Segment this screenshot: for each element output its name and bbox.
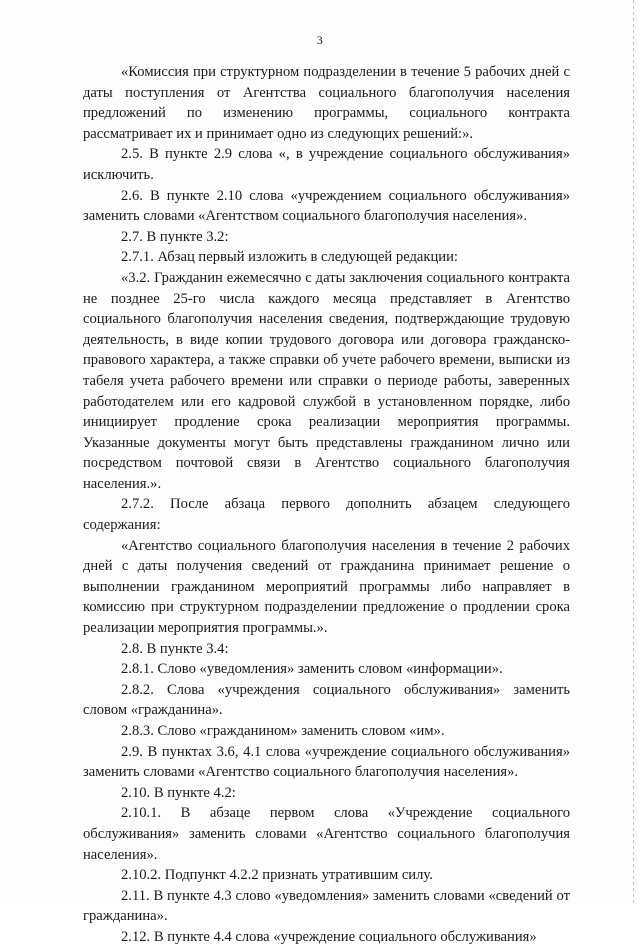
paragraph: 2.8.3. Слово «гражданином» заменить словом «им». [121, 723, 445, 739]
scan-edge [633, 0, 634, 905]
paragraph: 2.10. В пункте 4.2: [121, 784, 236, 801]
paragraph: 2.10.1. В абзаце первом слова «Учреждение социального обслуживания» заменить словами «Агентство социального благополучия населения». [83, 805, 570, 863]
paragraph: «Комиссия при структурном подразделении в течение 5 рабочих дней с даты поступления от Агентства социального благополучия населения предложений по изменению программы, социального контракта рассматривает их и принимает одно из следующих решений:». [83, 64, 570, 142]
document-body [83, 62, 570, 948]
paragraph: 2.5. В пункте 2.9 слова «, в учреждение социального обслуживания» исключить. [83, 146, 570, 183]
paragraph: 2.8.2. Слова «учреждения социального обслуживания» заменить словом «гражданина». [83, 681, 570, 719]
paragraph: 2.8. В пункте 3.4: [121, 640, 229, 657]
paragraph: 2.7.1. Абзац первый изложить в следующей редакции: [121, 249, 458, 266]
paragraph: 2.12. В пункте 4.4 слова «учреждение социального обслуживания» [121, 928, 537, 945]
paragraph: 2.6. В пункте 2.10 слова «учреждением социального обслуживания» заменить словами «Агентством социального благополучия населения». [83, 187, 570, 225]
paragraph: 2.7. В пункте 3.2: [121, 228, 229, 245]
paragraph: 2.9. В пунктах 3.6, 4.1 слова «учреждение социального обслуживания» заменить словами «Агентство социального благополучия населения». [83, 743, 570, 781]
paragraph: 2.11. В пункте 4.3 слово «уведомления» заменить словами «сведений от гражданина». [83, 887, 570, 925]
page-number: 3 [316, 33, 324, 47]
paragraph: «Агентство социального благополучия населения в течение 2 рабочих дней с даты получения сведений от гражданина принимает решение о выполнении гражданином мероприятий программы либо направляет в комиссию при структурном подразделении предложение о продлении срока реализации мероприятия программы.». [83, 537, 570, 637]
paragraph: «3.2. Гражданин ежемесячно с даты заключения социального контракта не позднее 25-го числа каждого месяца представляет в Агентство социального благополучия населения сведения, подтверждающие трудовую деятельность, в виде копии трудового договора или договора гражданско-правового характера, а также справки об учете рабочего времени, выписки из табеля учета рабочего времени или справки о периоде работы, заверенных работодателем или его кадровой службой в установленном порядке, либо инициирует продление срока реализации мероприятия программы. Указанные документы могут быть представлены гражданином лично или посредством почтовой связи в Агентство социального благополучия населения.». [83, 269, 570, 492]
paragraph: 2.10.2. Подпункт 4.2.2 признать утратившим силу. [121, 867, 433, 884]
paragraph: 2.7.2. После абзаца первого дополнить абзацем следующего содержания: [83, 496, 570, 534]
paragraph: 2.8.1. Слово «уведомления» заменить словом «информации». [121, 661, 503, 678]
